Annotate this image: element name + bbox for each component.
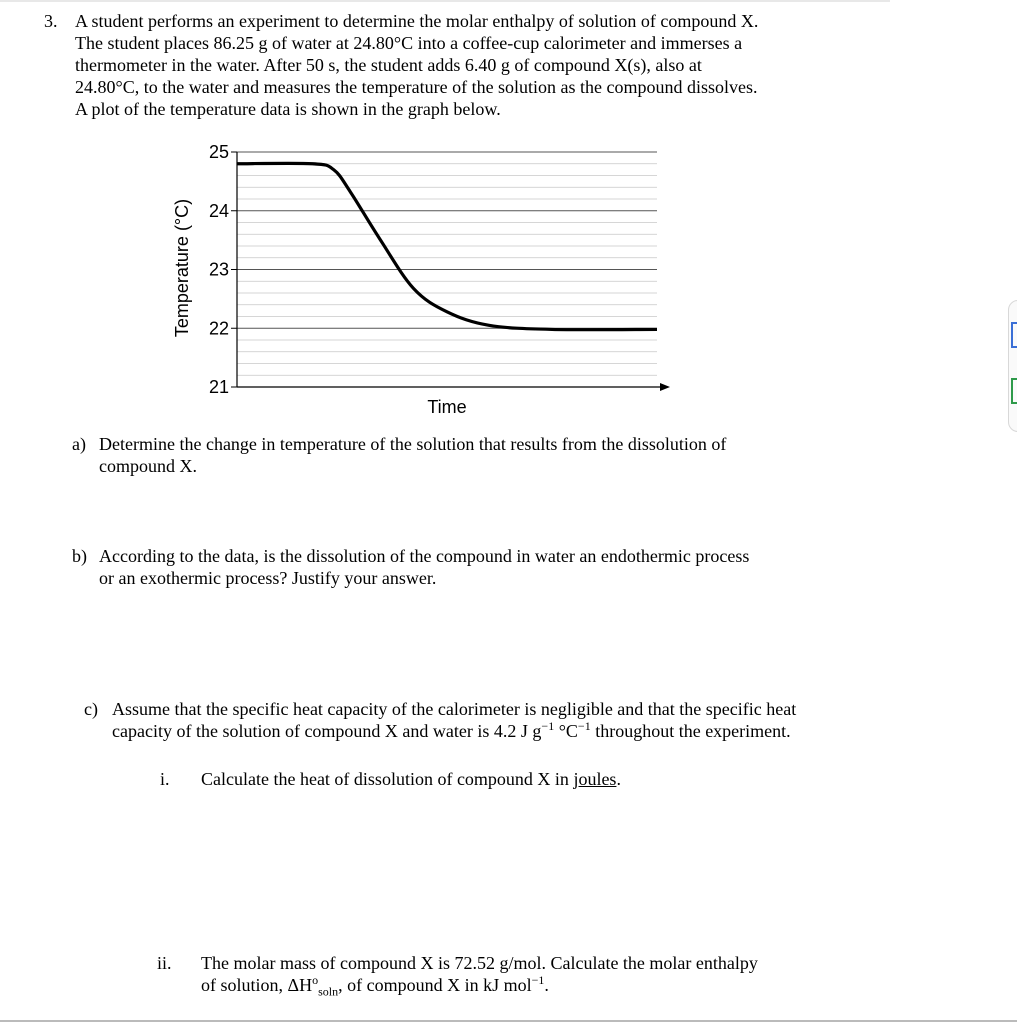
part-b-label: b) [72,546,87,566]
part-a-label: a) [72,434,86,454]
soln-subscript: soln [318,984,339,999]
y-tick-label: 23 [208,259,229,280]
part-ci-pre: Calculate the heat of dissolution of compound X in [201,769,574,789]
y-tick-label: 22 [208,318,229,339]
stem-line: 24.80°C, to the water and measures the temperature of the solution as the compound dissolves. [75,77,758,97]
bottom-edge [0,1020,1017,1022]
y-tick-label: 25 [208,142,229,162]
part-a-line: compound X. [99,456,197,476]
part-cii-pre: of solution, ΔH [201,975,313,995]
part-cii-line: The molar mass of compound X is 72.52 g/mol. Calculate the molar enthalpy [201,953,758,973]
stem-line: A plot of the temperature data is shown in the graph below. [75,99,501,119]
y-ticks [209,142,237,397]
side-marker-green[interactable] [1011,378,1017,404]
part-cii-line [201,973,901,999]
stem-line: thermometer in the water. After 50 s, the student adds 6.40 g of compound X(s), also at [75,55,702,75]
y-tick-label: 24 [208,200,229,221]
stem-line: The student places 86.25 g of water at 24.80°C into a coffee-cup calorimeter and immerses a [75,33,743,53]
y-axis-label: Temperature (°C) [172,198,192,338]
part-ci-text [201,768,901,790]
part-cii-mid: , of compound X in kJ mol [338,975,532,995]
side-marker-blue[interactable] [1011,322,1017,348]
part-c-label: c) [84,699,98,719]
stem-line: A student performs an experiment to determine the molar enthalpy of solution of compound X. [75,11,759,31]
side-panel-tab[interactable] [1008,300,1017,432]
part-cii-post: . [544,975,549,995]
part-c-line2-post: throughout the experiment. [590,721,791,741]
degree-unit: °C [554,721,578,741]
part-a-line: Determine the change in temperature of the solution that results from the dissolution of [99,434,727,454]
part-c-line [112,720,892,742]
x-axis-arrowhead [660,383,670,391]
part-b-line: According to the data, is the dissolution of the compound in water an endothermic process [99,546,750,566]
unit-exponent: −1 [577,719,591,733]
part-ci-line [201,768,901,790]
unit-exponent: −1 [541,719,555,733]
unit-exponent: −1 [531,973,545,987]
part-c-line2-pre: capacity of the solution of compound X and water is 4.2 J g [112,721,542,741]
part-cii-label: ii. [157,953,172,973]
part-b-text [99,545,859,589]
x-axis-label: Time [427,397,467,417]
part-c-line: Assume that the specific heat capacity of the calorimeter is negligible and that the specific heat [112,699,797,719]
part-ci-post: . [616,769,621,789]
part-c-text [112,698,892,742]
gridlines [237,152,657,375]
question-stem [75,10,875,120]
standard-state-symbol: o [312,973,319,987]
y-tick-label: 21 [208,377,229,397]
joules-underlined: joules [573,769,617,789]
part-b-line: or an exothermic process? Justify your answer. [99,568,437,588]
temperature-chart [160,135,680,425]
part-ci-label: i. [160,769,170,789]
part-a-text [99,433,859,477]
part-cii-text [201,952,901,999]
question-number: 3. [44,11,58,31]
top-edge [0,0,890,2]
